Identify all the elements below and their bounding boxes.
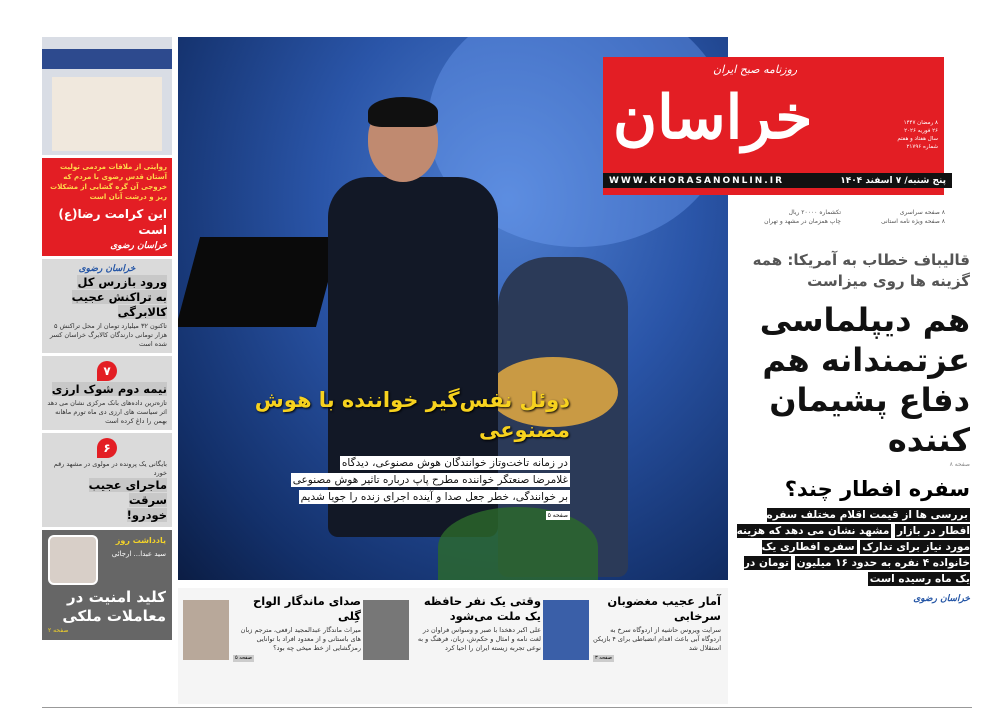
tagline: روزنامه صبح ایران: [713, 63, 798, 76]
page-badge: ۷: [97, 361, 117, 381]
author-photo: [48, 535, 98, 585]
story-title: نیمه دوم شوک ارزی: [51, 382, 167, 396]
story-body: بایگانی یک پرونده در مولوی در مشهد رقم خورد: [53, 460, 167, 477]
issue-meta: ۸ رمضان ۱۴۴۷ ۲۶ فوریه ۲۰۲۶ سال هفتاد و هفتم شماره ۲۱۷۹۶: [897, 120, 938, 150]
photo-story-lede: در زمانه تاخت‌وتاز خوانندگان هوش مصنوعی، دیدگاه غلامرضا صنعتگر خواننده مطرح پاپ درباره تاثیر هوش مصنوعی بر خوانندگی، خطر جعل صدا و آینده اجرای زنده را جویا شدیم صفحه ۵: [292, 457, 568, 519]
website-url[interactable]: WWW.KHORASANONLIN.IR: [609, 175, 784, 186]
story-photo: [183, 600, 229, 660]
bottom-story[interactable]: [183, 594, 363, 662]
signature-logo: خراسان رضوی: [110, 241, 167, 251]
right-column: [735, 250, 970, 605]
lead-headline[interactable]: هم دیپلماسی عزتمندانه هم دفاع پشیمان کننده: [759, 301, 970, 459]
daily-note-box[interactable]: [42, 530, 172, 640]
story-body: تاکنون ۳۲ میلیارد تومان از محل تراکنش ۵ هزار تومانی دارندگان کالابرگ خراسان کسر شده است: [49, 322, 167, 348]
music-stand: [178, 237, 340, 327]
signature-logo: خراسان رضوی: [913, 594, 970, 604]
signature-logo: خراسان رضوی: [78, 264, 136, 274]
masthead: [603, 57, 944, 195]
newspaper-logo: خراسان: [613, 83, 813, 153]
bottom-stories: [178, 588, 728, 704]
story-body: میراث ماندگار عبدالمجید ارفعی، مترجم زبان های باستانی و از معدود افراد با توانایی رمزگشایی از خط میخی چه بود؟: [240, 626, 361, 652]
story-box-inspector[interactable]: [42, 259, 172, 353]
note-author: سید عبدا... ارجائی: [111, 550, 166, 558]
photo-story-headline[interactable]: دوئل نفس‌گیر خواننده با هوش مصنوعی: [254, 388, 570, 442]
photo-story: [190, 385, 570, 524]
page-badge: ۶: [97, 438, 117, 458]
note-title: کلید امنیت در معاملات ملکی: [62, 588, 166, 625]
page-ref: صفحه ۵: [547, 512, 568, 519]
issue-date: پنج شنبه/ ۷ اسفند ۱۴۰۴: [840, 175, 946, 186]
page-ref: صفحه ۵: [235, 655, 252, 661]
left-column: [42, 37, 172, 640]
bottom-rule: [42, 707, 972, 708]
story-box-car-theft[interactable]: [42, 433, 172, 527]
issue-subinfo: ۸ صفحه سراسری تکشماره ۲۰۰۰۰ ریال ۸ صفحه ویژه نامه استانی چاپ همزمان در مشهد و تهران: [764, 209, 945, 225]
red-story-title: این کرامت رضا(ع) است: [58, 207, 167, 237]
lead-kicker: قالیباف خطاب به آمریکا: همه گزینه ها روی میزاست: [752, 251, 970, 290]
iftar-body: بررسی ها از قیمت اقلام مختلف سفره افطار در بازار مشهد نشان می دهد که هزینه مورد نیاز برای تدارک سفره افطاری یک خانواده ۴ نفره به حدود ۱۶ میلیون تومان در یک ماه رسیده است: [736, 509, 970, 585]
story-title: آمار عجیب مغضوبان سرخابی: [607, 594, 721, 623]
story-body: سرایت ویروس حاشیه از اردوگاه سرخ به اردوگاه آبی باعث اقدام انضباطی برای ۴ بازیکن استقلال شد: [592, 626, 721, 652]
story-title: صدای ماندگار الواح گِلی: [253, 594, 361, 623]
url-date-bar: [603, 173, 952, 188]
story-body: تازه‌ترین داده‌های بانک مرکزی نشان می دهد اثر سیاست های ارزی دی ماه تورم ماهانه بهمن را داغ کرده است: [47, 399, 167, 425]
story-title: وقتی یک نفر حافظه یک ملت می‌شود: [423, 594, 541, 623]
story-photo: [363, 600, 409, 660]
note-label: یادداشت روز: [115, 536, 166, 545]
story-title: ماجرای عجیب سرقت خودرو!: [88, 478, 167, 522]
story-title: ورود بازرس کل به تراکنش عجیب کالابرگی: [71, 275, 167, 319]
red-story-box[interactable]: [42, 158, 172, 256]
singer-hair: [368, 97, 438, 127]
page-ref: صفحه ۸: [949, 461, 970, 468]
story-photo: [543, 600, 589, 660]
story-box-currency[interactable]: [42, 356, 172, 430]
story-body: علی اکبر دهخدا با صبر و وسواس فراوان در لغت نامه و امثال و حکم‌ش، زبان، فرهنگ و به نوعی تجربه زیسته ایران را احیا کرد: [417, 626, 541, 652]
iftar-title[interactable]: سفره افطار چند؟: [784, 477, 970, 501]
red-story-intro: روایتی از ملاقات مردمی تولیت آستان قدس رضوی با مردم که خروجی آن گره گشایی از مشکلات ریز و درشت آنان است: [50, 163, 167, 201]
top-left-photo: [42, 37, 172, 155]
bottom-story[interactable]: [543, 594, 723, 662]
bottom-story[interactable]: [363, 594, 543, 660]
page-ref: صفحه ۲: [48, 627, 69, 634]
page-ref: صفحه ۳: [595, 655, 612, 661]
